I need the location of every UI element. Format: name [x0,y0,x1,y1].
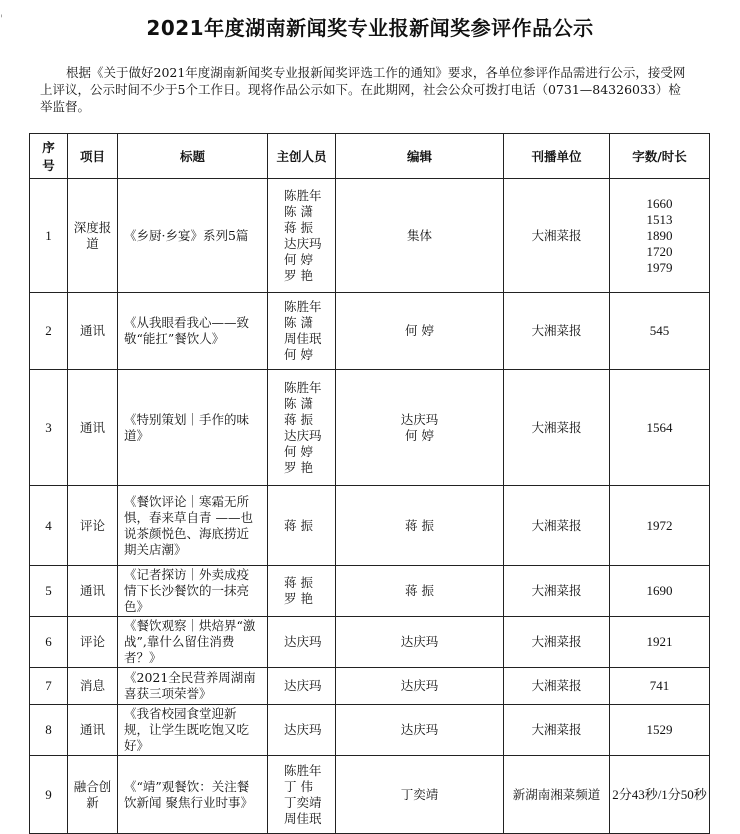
row-no: 1 [30,179,68,293]
row-creators [268,756,336,834]
row-no: 3 [30,370,68,486]
row-editor [336,566,504,617]
row-unit: 大湘菜报 [504,293,610,370]
row-length-line: 1979 [646,259,673,275]
row-creators-line: 周佳珉 [284,331,322,346]
row-editor-line: 达庆玛 [400,634,439,649]
table-row [30,566,710,617]
table-header-row [30,134,710,179]
row-unit: 大湘菜报 [504,370,610,486]
row-creators [268,293,336,370]
table-row [30,179,710,293]
row-creators-line: 陈胜年 [284,299,322,314]
row-length-line: 1660 [646,195,673,211]
row-title: 《从我眼看我心——致敬“能扛”餐饮人》 [118,293,268,370]
row-item: 消息 [68,668,118,705]
row-creators-line: 何 婷 [284,443,313,459]
row-creators [268,370,336,486]
table-row [30,705,710,756]
row-unit: 大湘菜报 [504,486,610,566]
row-editor [336,756,504,834]
row-creators-line: 达庆玛 [284,235,322,251]
row-unit: 新湖南湘菜频道 [504,756,610,834]
header-item: 项目 [68,134,118,179]
row-no: 6 [30,617,68,668]
row-item: 融合创新 [68,756,118,834]
row-length-line: 1720 [646,243,673,259]
row-title: 《我省校园食堂迎新规，让学生既吃饱又吃好》 [118,705,268,756]
row-length-line: 1921 [646,634,673,649]
row-creators-line: 陈胜年 [284,187,322,203]
row-creators [268,486,336,566]
row-item: 评论 [68,617,118,668]
row-editor-line: 何 婷 [405,427,434,443]
table-row [30,370,710,486]
row-creators-line: 达庆玛 [284,722,322,737]
corner-mark: ' [0,14,3,25]
row-no: 8 [30,705,68,756]
row-length-line: 1529 [646,722,673,737]
row-title: 《乡厨·乡宴》系列5篇 [118,179,268,293]
row-length-line: 545 [649,323,670,338]
table-row [30,293,710,370]
row-length [610,668,710,705]
row-length [610,486,710,566]
row-editor-line: 丁奕靖 [400,786,439,802]
row-creators-line: 蒋 振 [284,575,313,590]
row-item: 通讯 [68,293,118,370]
row-length [610,293,710,370]
row-unit: 大湘菜报 [504,179,610,293]
row-title: 《记者探访｜外卖成疫情下长沙餐饮的一抹亮色》 [118,566,268,617]
row-creators-line: 蒋 振 [284,219,313,235]
row-unit: 大湘菜报 [504,566,610,617]
row-editor-line: 蒋 振 [405,517,434,533]
header-creators: 主创人员 [268,134,336,179]
table-row [30,617,710,668]
row-title: 《餐饮评论｜寒霜无所惧，春来草自青 ——也说茶颜悦色、海底捞近期关店潮》 [118,486,268,566]
header-title: 标题 [118,134,268,179]
row-no: 2 [30,293,68,370]
row-length-line: 741 [649,678,670,693]
row-item: 深度报道 [68,179,118,293]
row-editor-line: 集体 [406,227,432,243]
row-unit: 大湘菜报 [504,668,610,705]
row-no: 9 [30,756,68,834]
row-title: 《特别策划｜手作的味道》 [118,370,268,486]
row-creators-line: 陈胜年 [284,379,322,395]
row-creators-line: 陈 潇 [284,395,313,411]
row-length [610,617,710,668]
row-length [610,566,710,617]
row-length-line: 1513 [646,211,673,227]
row-length [610,179,710,293]
row-editor-line: 达庆玛 [400,722,439,737]
row-creators-line: 罗 艳 [284,459,313,475]
row-creators-line: 罗 艳 [284,591,313,606]
row-creators-line: 达庆玛 [284,427,322,443]
row-item: 评论 [68,486,118,566]
row-editor [336,486,504,566]
row-creators-line: 达庆玛 [284,678,322,693]
header-no: 序号 [30,134,68,179]
row-creators-line: 蒋 振 [284,411,313,427]
row-no: 4 [30,486,68,566]
row-length-line: 1690 [646,583,673,598]
row-creators-line: 周佳珉 [284,810,322,826]
row-creators-line: 丁 伟 [284,778,313,794]
row-creators-line: 何 婷 [284,251,313,267]
row-creators-line: 达庆玛 [284,634,322,649]
header-length: 字数/时长 [610,134,710,179]
row-editor-line: 达庆玛 [400,411,439,427]
row-creators-line: 蒋 振 [284,517,313,533]
row-editor [336,668,504,705]
row-editor [336,370,504,486]
header-editor: 编辑 [336,134,504,179]
row-creators-line: 陈 潇 [284,203,313,219]
row-no: 5 [30,566,68,617]
row-length-line: 1972 [646,517,673,533]
row-editor [336,179,504,293]
page-title: 2021年度湖南新闻奖专业报新闻奖参评作品公示 [146,16,594,40]
intro-paragraph: 根据《关于做好2021年度湖南新闻奖专业报新闻奖评选工作的通知》要求，各单位参评作品需进行公示，接受网上评议，公示时间不少于5个工作日。现将作品公示如下。在此期网，社会公众可拨打电话（0731—84326033）检举监督。 [40,65,686,114]
row-creators-line: 何 婷 [284,347,313,362]
row-creators-line: 陈胜年 [284,762,322,778]
row-length-line: 1890 [646,227,673,243]
row-unit: 大湘菜报 [504,617,610,668]
row-creators-line: 罗 艳 [284,267,313,283]
row-title: 《“靖”观餐饮：关注餐饮新闻 聚焦行业时事》 [118,756,268,834]
row-editor-line: 何 婷 [405,323,434,338]
row-creators-line: 陈 潇 [284,315,313,330]
row-creators [268,617,336,668]
row-creators [268,668,336,705]
row-item: 通讯 [68,705,118,756]
row-unit: 大湘菜报 [504,705,610,756]
row-no: 7 [30,668,68,705]
table-row [30,486,710,566]
row-item: 通讯 [68,370,118,486]
row-length [610,705,710,756]
works-table [29,133,710,834]
row-creators [268,705,336,756]
table-row [30,756,710,834]
row-creators [268,179,336,293]
row-length-line: 2分43秒/1分50秒 [612,786,707,802]
row-editor-line: 蒋 振 [405,583,434,598]
row-editor [336,705,504,756]
row-item: 通讯 [68,566,118,617]
table-row [30,668,710,705]
row-title: 《2021全民营养周湖南喜获三项荣誉》 [118,668,268,705]
row-creators [268,566,336,617]
row-length-line: 1564 [646,419,673,435]
row-editor [336,617,504,668]
row-editor [336,293,504,370]
row-editor-line: 达庆玛 [400,678,439,693]
row-title: 《餐饮观察｜烘焙界“激战”,靠什么留住消费者？》 [118,617,268,668]
row-length [610,370,710,486]
header-unit: 刊播单位 [504,134,610,179]
row-length [610,756,710,834]
row-creators-line: 丁奕靖 [284,794,322,810]
